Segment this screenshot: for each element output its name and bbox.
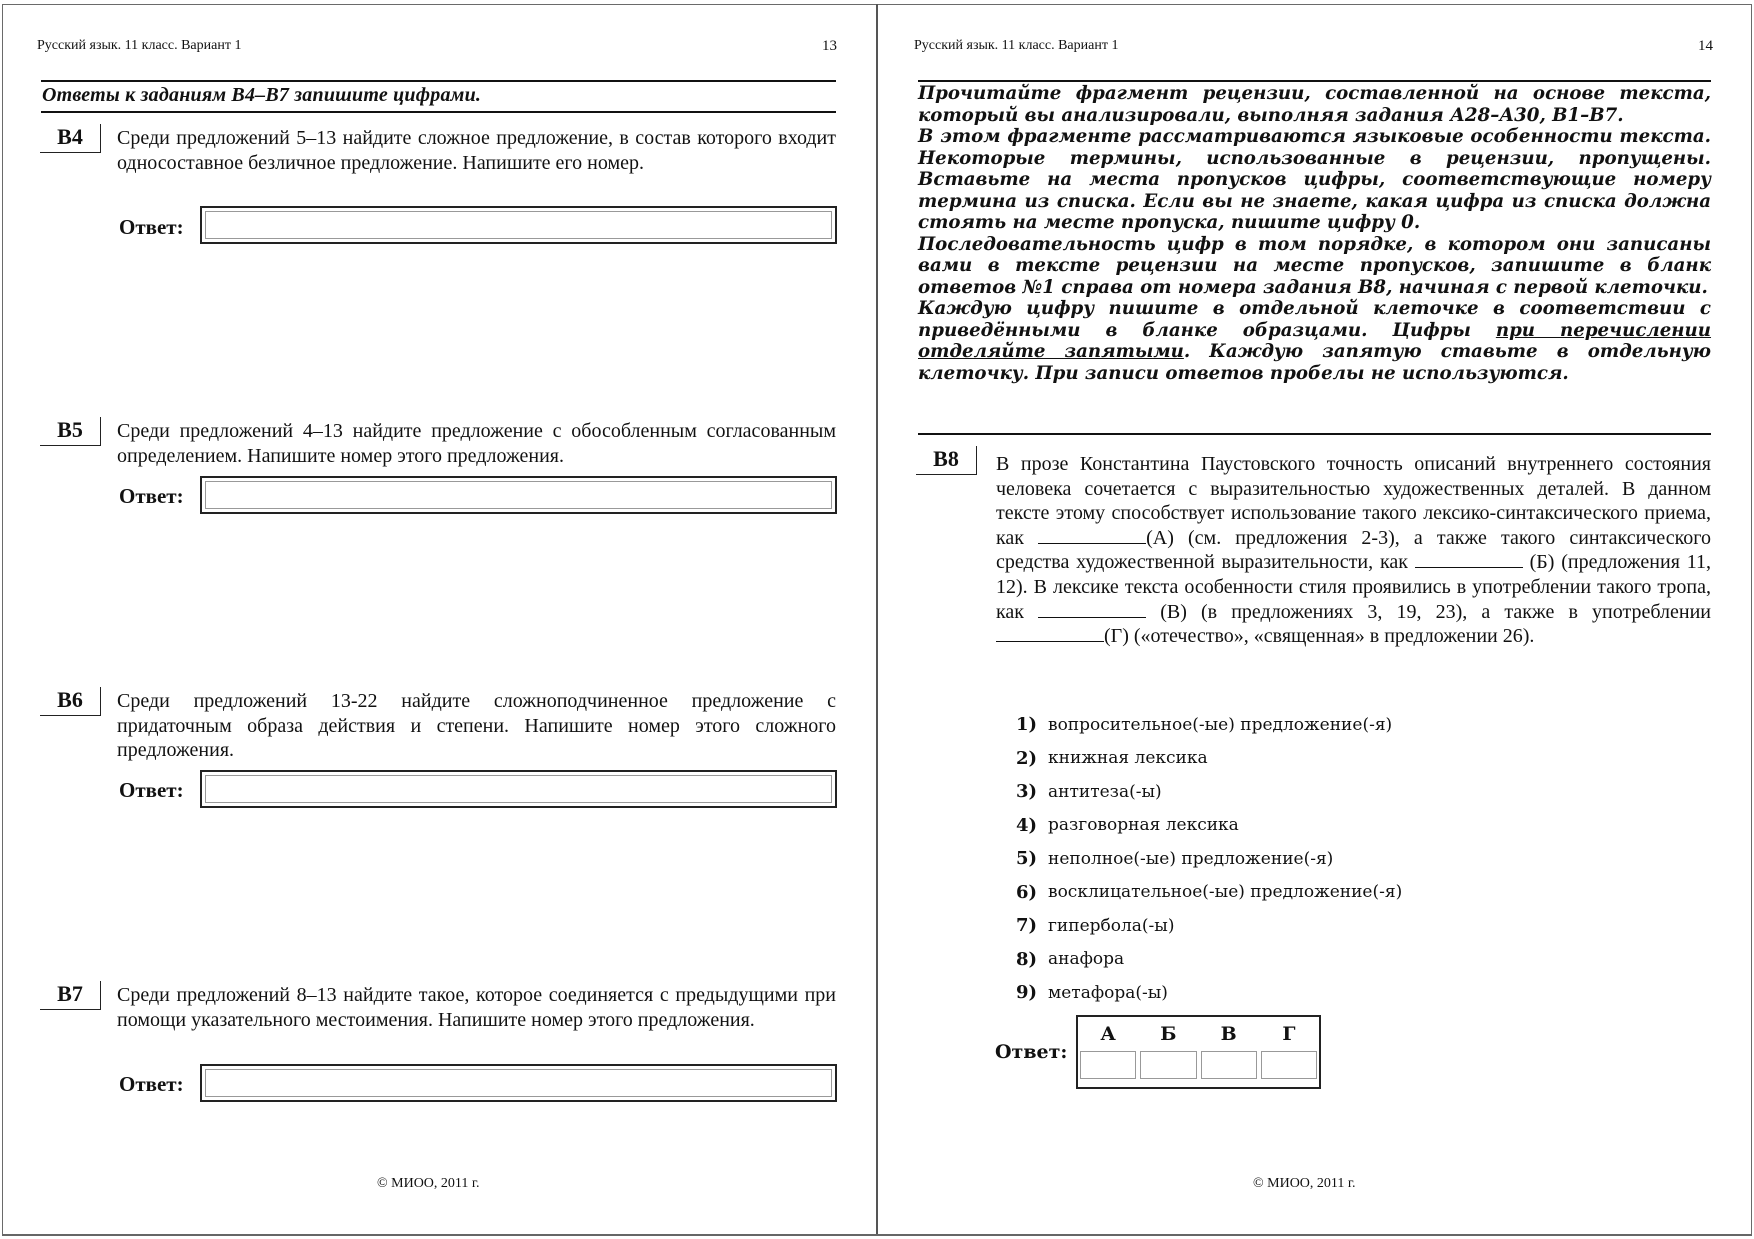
term-number: 6) [1016,881,1038,903]
answer-cell-g[interactable] [1261,1051,1317,1079]
blank-g [996,627,1104,642]
answer-label-b8: Ответ: [995,1041,1068,1063]
instructions-p2: В этом фрагменте рассматриваются языковые особенности текста. Некоторые термины, использованные в рецензии, пропущены. Вставьте на места пропусков цифры, соответствующие номеру термина из списка. Если вы не знаете, какая цифра из списка должна стоять на месте пропуска, пишите цифру 0. [918,126,1711,233]
term-option [1016,876,1402,910]
term-label: антитеза(-ы) [1048,781,1162,802]
term-number: 2) [1016,747,1038,769]
column-label-b: Б [1160,1023,1177,1045]
running-header: Русский язык. 11 класс. Вариант 1 [914,38,1119,53]
term-label: разговорная лексика [1048,815,1239,836]
term-option [1016,976,1402,1010]
term-number: 5) [1016,848,1038,870]
task-text-b8 [996,452,1711,649]
term-label: неполное(-ые) предложение(-я) [1048,848,1334,869]
footer-copyright: © МИОО, 2011 г. [377,1176,480,1191]
answer-grid-cells [1078,1051,1319,1079]
term-option [1016,909,1402,943]
answer-field-b6[interactable] [200,770,837,808]
term-number: 9) [1016,982,1038,1004]
term-label: гипербола(-ы) [1048,915,1175,936]
column-label-g: Г [1282,1023,1296,1045]
column-label-a: А [1100,1023,1116,1045]
rule-bottom [918,433,1711,435]
instructions-underlined: при перечислении отделяйте запятыми [918,319,1712,362]
review-text-5: (Г) («отечество», «священная» в предложении 26). [1104,625,1535,648]
answer-cell-v[interactable] [1201,1051,1257,1079]
review-text-4: (В) (в предложениях 3, 19, 23), а также в употреблении [1146,600,1711,623]
column-label-v: В [1220,1023,1237,1045]
term-number: 8) [1016,948,1038,970]
task-text-b7: Среди предложений 8–13 найдите такое, которое соединяется с предыдущими при помощи указательного местоимения. Напишите номер этого предложения. [117,984,836,1031]
task-label-b4: В4 [40,124,101,153]
blank-b [1415,553,1523,568]
term-label: метафора(-ы) [1048,982,1168,1003]
answer-cell-b[interactable] [1140,1051,1196,1079]
answer-field-b5[interactable] [200,476,837,514]
term-label: книжная лексика [1048,748,1208,769]
instructions-p1: Прочитайте фрагмент рецензии, составленной на основе текста, который вы анализировали, выполняя задания А28–А30, В1–В7. [918,83,1711,126]
footer-copyright: © МИОО, 2011 г. [1253,1176,1356,1191]
term-number: 7) [1016,915,1038,937]
running-header: Русский язык. 11 класс. Вариант 1 [37,38,242,53]
review-text-1: В прозе Константина Паустовского точность описаний внутреннего состояния человека сочетается с выразительностью художественных деталей. В данном тексте этому способствует использование такого лексико-синтаксического приема, как [996,453,1711,549]
blank-v [1038,603,1146,618]
answer-grid-header [1078,1017,1319,1051]
answer-field-b7[interactable] [200,1064,837,1102]
term-option [1016,943,1402,977]
task-text-b5: Среди предложений 4–13 найдите предложение с обособленным согласованным определением. Напишите номер этого предложения. [117,420,836,467]
answer-grid-b8 [1076,1015,1321,1089]
answer-label-b4: Ответ: [119,215,184,239]
term-list [1016,708,1402,1010]
page-14 [878,0,1754,1239]
answer-cell-a[interactable] [1080,1051,1136,1079]
term-number: 4) [1016,814,1038,836]
rule-bottom [41,111,836,113]
term-number: 3) [1016,781,1038,803]
task-label-b5: В5 [40,417,101,446]
section-heading: Ответы к заданиям В4–В7 запишите цифрами. [42,84,482,106]
review-text-2: (А) (см. предложения 2-3), а также такого синтаксического средства художественной выразительности, как [996,526,1711,574]
blank-a [1038,529,1146,544]
term-option [1016,842,1402,876]
instructions-p4 [918,298,1711,384]
term-option [1016,775,1402,809]
answer-label-b6: Ответ: [119,778,184,802]
task-label-b6: В6 [40,687,101,716]
review-text-3: (Б) (предложения 11, 12). В лексике текста особенности стиля проявились в употреблении такого тропа, как [996,551,1711,623]
term-option [1016,708,1402,742]
term-option [1016,809,1402,843]
task-label-b8: В8 [916,446,977,475]
task-text-b4: Среди предложений 5–13 найдите сложное предложение, в состав которого входит односоставное безличное предложение. Напишите его номер. [117,127,836,174]
term-number: 1) [1016,714,1038,736]
term-label: вопросительное(-ые) предложение(-я) [1048,714,1393,735]
answer-label-b5: Ответ: [119,484,184,508]
answer-label-b7: Ответ: [119,1072,184,1096]
instructions-p3: Последовательность цифр в том порядке, в котором они записаны вами в тексте рецензии на месте пропусков, запишите в бланк ответов №1 справа от номера задания В8, начиная с первой клеточки. [918,233,1711,298]
page-number: 13 [822,38,837,54]
instructions-block [918,83,1711,384]
term-option [1016,742,1402,776]
instructions-p4-end: . Каждую запятую ставьте в отдельную клеточку. При записи ответов пробелы не используются. [918,341,1711,384]
term-label: анафора [1048,949,1125,970]
task-label-b7: В7 [40,981,101,1010]
answer-field-b4[interactable] [200,206,837,244]
rule-top [41,80,836,82]
instructions-p4-start: Каждую цифру пишите в отдельной клеточке в соответствии с приведёнными в бланке образцами. Цифры [918,298,1711,341]
rule-top [918,80,1711,82]
term-label: восклицательное(-ые) предложение(-я) [1048,882,1403,903]
page-number: 14 [1698,38,1713,54]
task-text-b6: Среди предложений 13-22 найдите сложноподчиненное предложение с придаточным образа действия и степени. Напишите номер этого сложного предложения. [117,690,836,762]
